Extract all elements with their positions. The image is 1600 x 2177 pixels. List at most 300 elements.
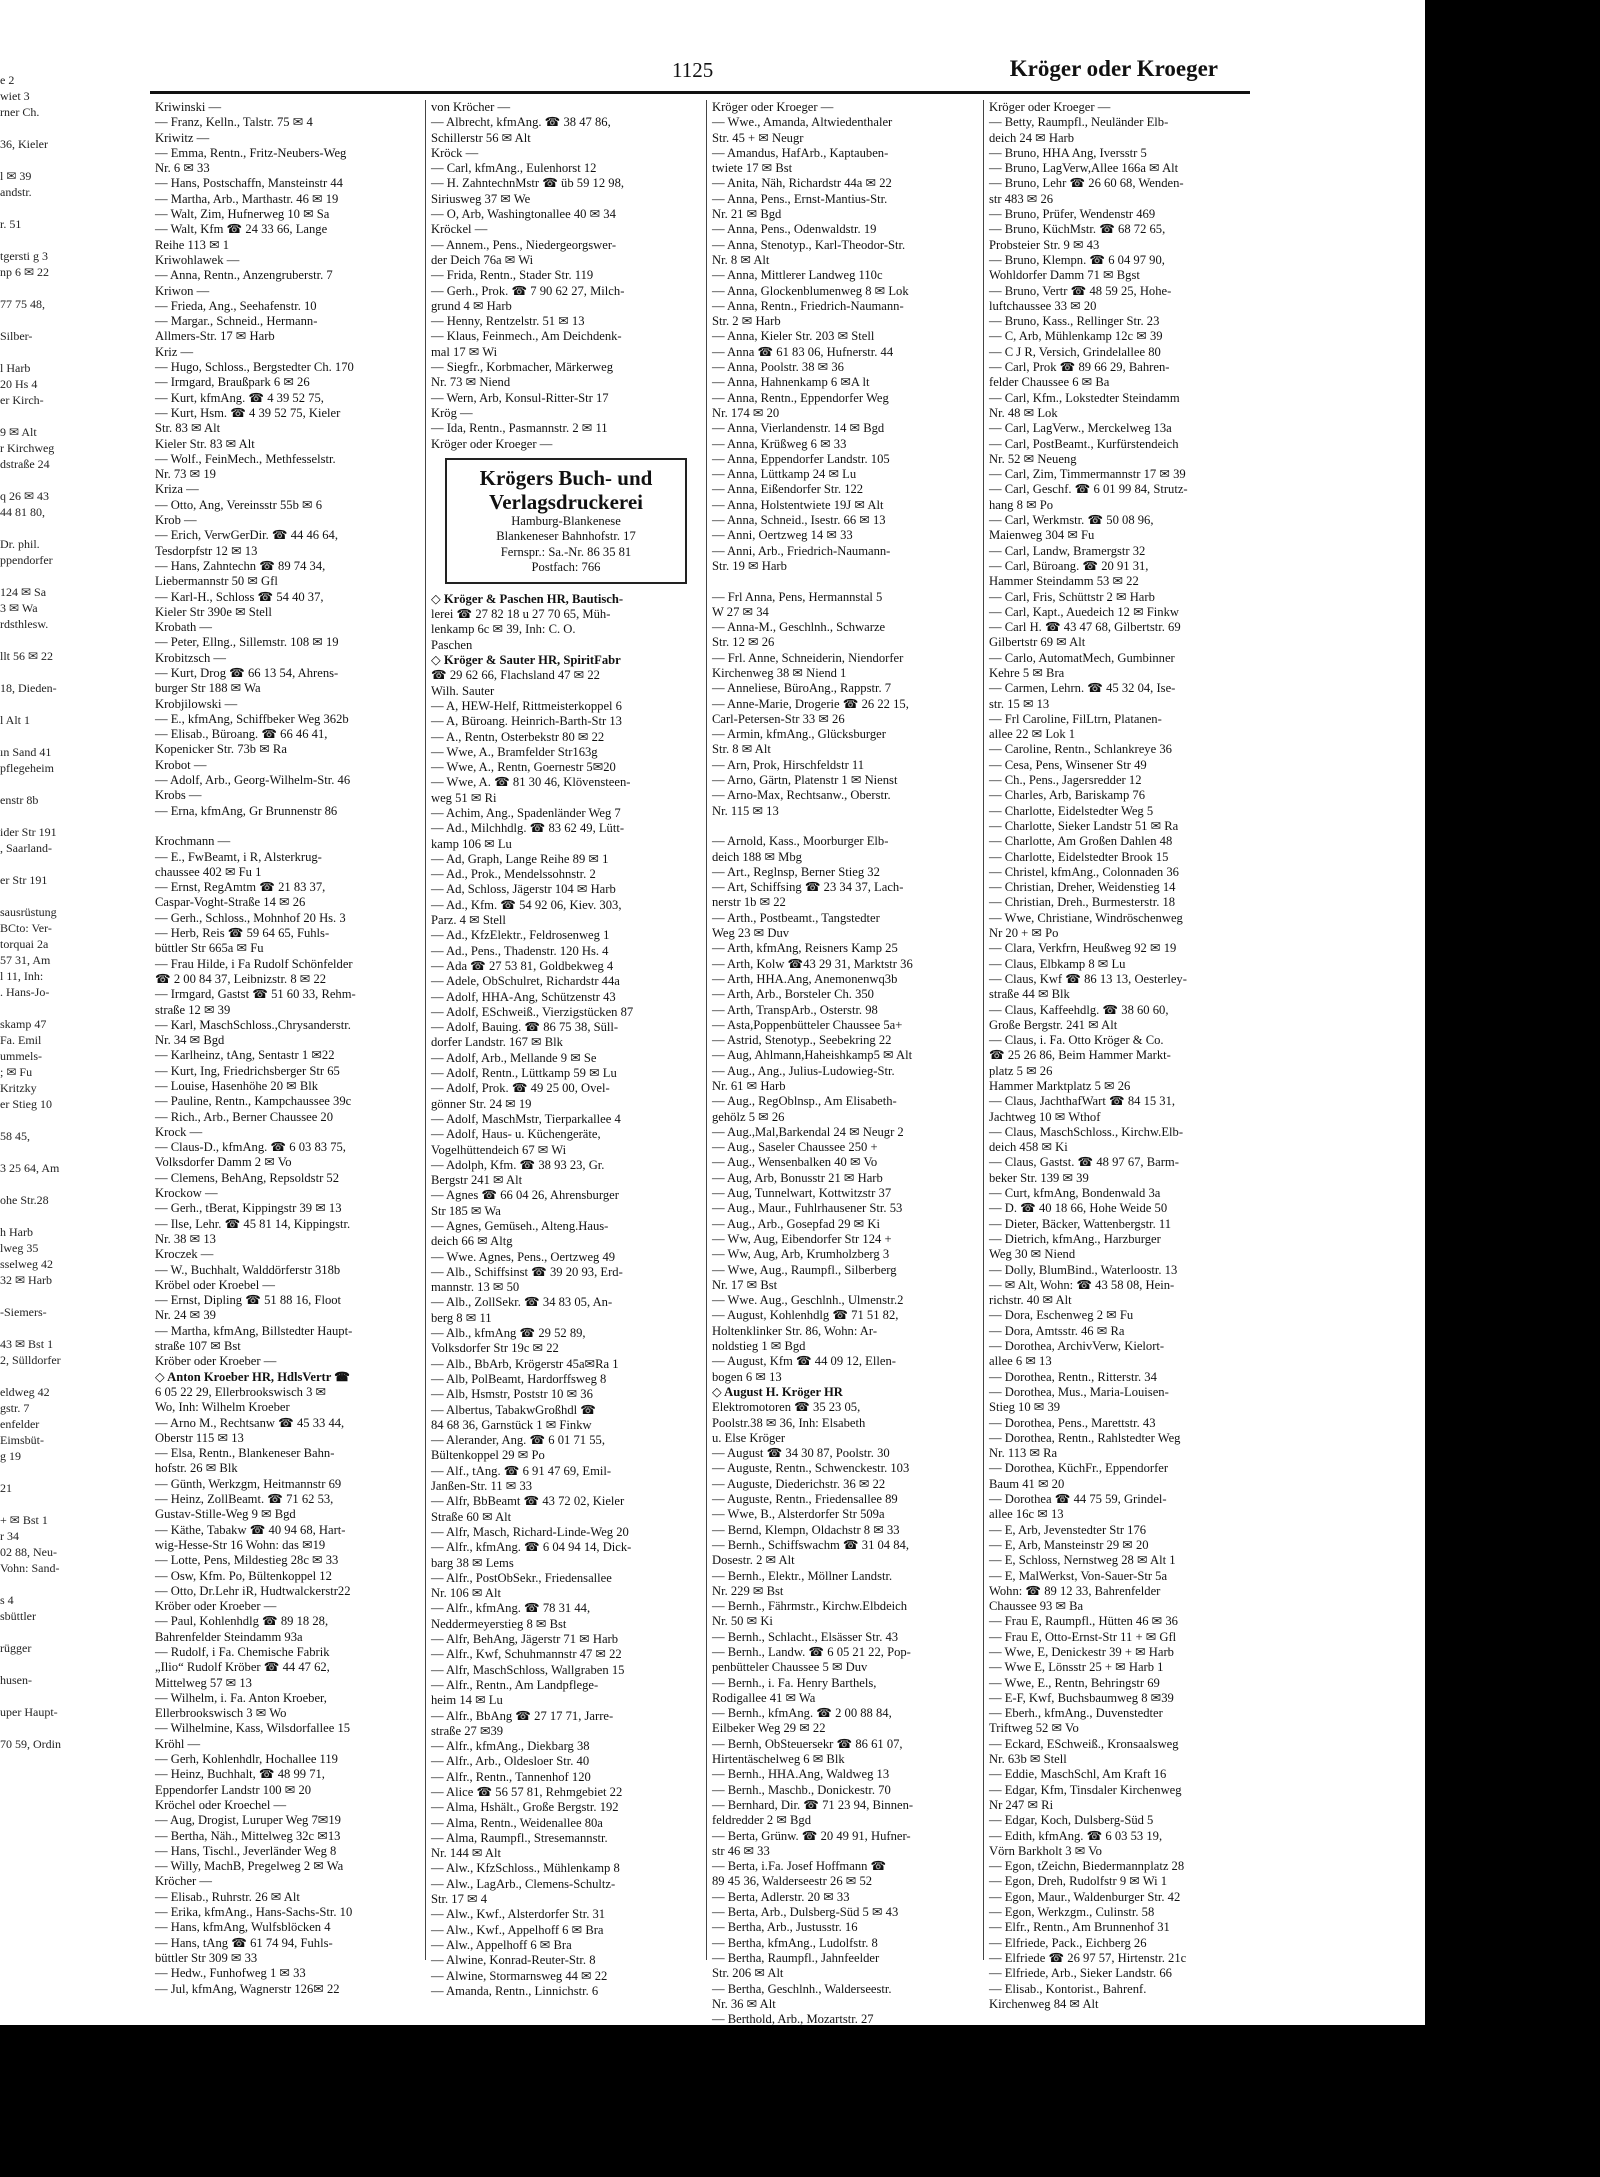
directory-entry-line: — Bernd, Klempn, Oldachstr 8 ✉ 33 — [712, 1522, 900, 1537]
directory-entry-line: Dosestr. 2 ✉ Alt — [712, 1553, 795, 1568]
directory-entry-line: -Siemers- — [0, 1305, 47, 1319]
directory-entry-line: — Elisab., Büroang. ☎ 66 46 41, — [155, 727, 328, 742]
directory-entry-line: Kirchenweg 38 ✉ Niend 1 — [712, 665, 847, 680]
directory-entry-line: — Dolly, BlumBind., Waterloostr. 13 — [989, 1262, 1178, 1277]
directory-entry-line: — Bernh., Elektr., Möllner Landstr. — [712, 1568, 893, 1583]
directory-entry-line — [0, 520, 58, 536]
directory-entry-line: — Aug., Saseler Chaussee 250 + — [712, 1140, 878, 1155]
directory-entry-line: — Albertus, TabakwGroßhdl ☎ — [431, 1402, 596, 1417]
directory-entry-line: Nr. 61 ✉ Harb — [712, 1079, 786, 1093]
directory-entry-line: — E., FwBeamt, i R, Alsterkrug- — [155, 849, 322, 864]
directory-entry-line: — Dora, Eschenweg 2 ✉ Fu — [989, 1308, 1134, 1323]
directory-entry-line: — Wilhelmine, Kass, Wilsdorfallee 15 — [155, 1721, 351, 1736]
directory-entry-line: — Achim, Ang., Spadenländer Weg 7 — [431, 805, 621, 820]
ad-title-line-1: Krögers Buch- und — [479, 465, 653, 490]
directory-entry-line: — Paul, Kohlenhdlg ☎ 89 18 28, — [155, 1614, 329, 1629]
directory-entry-line: ppendorfer — [0, 553, 53, 567]
directory-entry-line: — Anna, Rentn., Eppendorfer Weg — [712, 390, 889, 405]
directory-entry-line: — Clara, Verkfrn, Heußweg 92 ✉ 19 — [989, 941, 1177, 956]
directory-entry-line: — Claus, Elbkamp 8 ✉ Lu — [989, 956, 1126, 971]
directory-entry-line: — Arno, Gärtn, Platenstr 1 ✉ Nienst — [712, 773, 898, 788]
directory-entry-line: — Arth, Kolw ☎43 29 31, Marktstr 36 — [712, 956, 913, 971]
directory-entry-line: — August, Kohlenhdlg ☎ 71 51 82, — [712, 1308, 899, 1323]
directory-entry-line: — Osw, Kfm. Po, Bültenkoppel 12 — [155, 1568, 332, 1583]
directory-entry-line: Nr. 48 ✉ Lok — [989, 405, 1058, 420]
directory-entry-line: Krobs — — [155, 788, 202, 803]
directory-entry-line: — Anna, Pens., Odenwaldstr. 19 — [712, 222, 877, 237]
directory-entry-line: der Deich 76a ✉ Wi — [431, 252, 534, 267]
directory-entry-line: Allmers-Str. 17 ✉ Harb — [155, 329, 275, 344]
directory-entry-line: 58 45, — [0, 1129, 30, 1143]
directory-entry-line: — Ch., Pens., Jagersredder 12 — [989, 773, 1142, 788]
directory-entry-line: — Alma, Rentn., Weidenallee 80a — [431, 1815, 603, 1830]
directory-entry-line: — Claus, JachthafWart ☎ 84 15 31, — [989, 1094, 1176, 1109]
directory-entry-line: — Martha, kfmAng, Billstedter Haupt- — [155, 1323, 353, 1338]
directory-entry-line: Kopenicker Str. 73b ✉ Ra — [155, 742, 287, 757]
directory-entry-line: — Adolf, ESchweiß., Vierzigstücken 87 — [431, 1004, 634, 1019]
directory-entry-line: r Kirchweg — [0, 441, 55, 455]
directory-entry-line: — Frl Anna, Pens, Hermannstal 5 — [712, 589, 883, 604]
directory-entry-line: — Anna, Lüttkamp 24 ✉ Lu — [712, 467, 857, 482]
directory-entry-line — [0, 1320, 58, 1336]
directory-entry-line: — Bertha, Näh., Mittelweg 32c ✉13 — [155, 1828, 341, 1843]
directory-entry-line: Paschen — [431, 637, 473, 652]
directory-entry-line: W 27 ✉ 34 — [712, 604, 769, 619]
directory-entry-line: straße 12 ✉ 39 — [155, 1002, 231, 1017]
directory-entry-line: — Astrid, Stenotyp., Seebekring 22 — [712, 1033, 892, 1048]
directory-entry-line: ın Sand 41 — [0, 745, 52, 759]
directory-entry-line: 32 ✉ Harb — [0, 1273, 53, 1287]
directory-entry-line: Poolstr.38 ✉ 36, Inh: Elsabeth — [712, 1415, 866, 1430]
directory-entry-line — [155, 819, 425, 834]
directory-entry-line: — Annem., Pens., Niedergeorgswer- — [431, 237, 617, 252]
directory-entry-line: — Alw., KfzSchloss., Mühlenkamp 8 — [431, 1861, 620, 1876]
directory-entry-line: Krobath — — [155, 620, 213, 635]
directory-entry-line: — Curt, kfmAng, Bondenwald 3a — [989, 1186, 1161, 1201]
directory-entry-line: Große Bergstr. 241 ✉ Alt — [989, 1017, 1118, 1032]
directory-entry-line: — Käthe, Tabakw ☎ 40 94 68, Hart- — [155, 1522, 346, 1537]
directory-entry-line: Krob — — [155, 513, 197, 528]
directory-entry-line: — Anna, Mittlerer Landweg 110c — [712, 268, 883, 283]
directory-entry-line: — Carl, Büroang. ☎ 20 91 31, — [989, 558, 1149, 573]
directory-entry-line: — Margar., Schneid., Hermann- — [155, 314, 318, 329]
directory-entry-line — [0, 776, 58, 792]
directory-entry-line: — Wwe, Aug., Raumpfl., Silberberg — [712, 1262, 897, 1277]
directory-entry-line: rügger — [0, 1641, 32, 1655]
directory-entry-line: 36, Kieler — [0, 137, 48, 151]
directory-entry-line: Kriwinski — — [155, 100, 222, 114]
directory-entry-line: — Arnold, Kass., Moorburger Elb- — [712, 834, 889, 849]
directory-entry-line: Str. 8 ✉ Alt — [712, 742, 771, 757]
directory-entry-line: grund 4 ✉ Harb — [431, 298, 512, 313]
directory-entry-line — [0, 1208, 58, 1224]
directory-entry-line: — Claus, MaschSchloss., Kirchw.Elb- — [989, 1124, 1184, 1139]
directory-entry-line — [0, 632, 58, 648]
directory-entry-line: — E, Arb, Jevenstedter Str 176 — [989, 1522, 1147, 1537]
column-4 — [989, 100, 1259, 2011]
directory-entry-line: — A., Rentn, Osterbekstr 80 ✉ 22 — [431, 729, 605, 744]
directory-entry-line: — A, HEW-Helf, Rittmeisterkoppel 6 — [431, 698, 622, 713]
directory-entry-line: r 34 — [0, 1529, 19, 1543]
directory-entry-line: 124 ✉ Sa — [0, 585, 47, 599]
directory-entry-line: — Carl, Werkmstr. ☎ 50 08 96, — [989, 513, 1154, 528]
ad-line-4: Blankeneser Bahnhofstr. 17 — [496, 529, 636, 544]
directory-entry-line: — Elfriede ☎ 26 97 57, Hirtenstr. 21c — [989, 1950, 1187, 1965]
directory-entry-line: , Saarland- — [0, 841, 52, 855]
directory-entry-line: — Wwe, Christiane, Windröschenweg — [989, 910, 1183, 925]
directory-entry-line: — Art, Schiffsing ☎ 23 34 37, Lach- — [712, 880, 904, 895]
directory-entry-line: Hammer Marktplatz 5 ✉ 26 — [989, 1079, 1131, 1093]
directory-entry-line — [0, 1576, 58, 1592]
directory-entry-line: — Charlotte, Sieker Landstr 51 ✉ Ra — [989, 818, 1179, 833]
directory-entry-line: — Pauline, Rentn., Kampchaussee 39c — [155, 1094, 352, 1109]
directory-entry-line: 3 ✉ Wa — [0, 601, 38, 615]
directory-entry-line: — Henny, Rentzelstr. 51 ✉ 13 — [431, 314, 585, 329]
directory-entry-line: — Frieda, Ang., Seehafenstr. 10 — [155, 298, 317, 313]
directory-entry-line: burger Str 188 ✉ Wa — [155, 681, 261, 696]
directory-entry-line: Holtenklinker Str. 86, Wohn: Ar- — [712, 1323, 878, 1338]
directory-entry-line: Bahrenfelder Steindamm 93a — [155, 1629, 303, 1644]
directory-entry-line: — Kurt, Ing, Friedrichsberger Str 65 — [155, 1063, 340, 1078]
directory-entry-line: Nr. 8 ✉ Alt — [712, 252, 770, 267]
directory-entry-line: — C, Arb, Mühlenkamp 12c ✉ 39 — [989, 329, 1163, 344]
directory-entry-line — [0, 1144, 58, 1160]
directory-entry-line: Kröchel oder Kroechel — — [155, 1797, 287, 1812]
directory-entry-line — [0, 728, 58, 744]
directory-entry-line: er Str 191 — [0, 873, 48, 887]
directory-entry-line: — C J R, Versich, Grindelallee 80 — [989, 344, 1161, 359]
directory-entry-line: — Anna, Krüßweg 6 ✉ 33 — [712, 436, 847, 451]
directory-entry-line: uper Haupt- — [0, 1705, 58, 1719]
directory-entry-line: weg 51 ✉ Ri — [431, 790, 497, 805]
directory-entry-line: Str. 2 ✉ Harb — [712, 314, 781, 329]
directory-entry-line: enstr 8b — [0, 793, 39, 807]
directory-entry-line: — Bruno, HHA Ang, Iversstr 5 — [989, 145, 1147, 160]
directory-entry-line: — Anna, Kieler Str. 203 ✉ Stell — [712, 329, 875, 344]
directory-entry-line: — Dora, Amtsstr. 46 ✉ Ra — [989, 1323, 1125, 1338]
directory-entry-line: — E-F, Kwf, Buchsbaumweg 8 ✉39 — [989, 1690, 1174, 1705]
directory-entry-line: — Carl, Landw, Bramergstr 32 — [989, 543, 1146, 558]
directory-entry-line: Kriz — — [155, 344, 194, 359]
directory-entry-line: — Irmgard, Braußpark 6 ✉ 26 — [155, 375, 310, 390]
directory-entry-line: Kröbel oder Kroebel — — [155, 1277, 275, 1292]
directory-entry-line: Kröber oder Kroeber — — [155, 1599, 277, 1614]
directory-entry-line: kamp 106 ✉ Lu — [431, 836, 512, 851]
directory-entry-line: — Dorothea, KüchFr., Eppendorfer — [989, 1461, 1169, 1476]
directory-entry-line: sselweg 42 — [0, 1257, 53, 1271]
directory-entry-line: — Carl H. ☎ 43 47 68, Gilbertstr. 69 — [989, 620, 1181, 635]
directory-entry-line: l ✉ 39 — [0, 169, 32, 183]
directory-entry-line: — Ad., Kfm. ☎ 54 92 06, Kiev. 303, — [431, 897, 622, 912]
directory-entry-line — [0, 344, 58, 360]
directory-entry-line: Vohn: Sand- — [0, 1561, 60, 1575]
directory-entry-line: dstraße 24 — [0, 457, 50, 471]
directory-entry-line: — Berta, Grünw. ☎ 20 49 91, Hufner- — [712, 1828, 911, 1843]
directory-entry-line — [0, 1000, 58, 1016]
directory-entry-line: — Anna, Rentn., Friedrich-Naumann- — [712, 298, 904, 313]
directory-entry-line: Kriwon — — [155, 283, 210, 298]
directory-entry-line: — Martha, Arb., Marthastr. 46 ✉ 19 — [155, 191, 339, 206]
directory-entry-line — [0, 280, 58, 296]
directory-entry-line: — Wwe E, Lönsstr 25 + ✉ Harb 1 — [989, 1660, 1164, 1675]
directory-entry-line: — Armin, kfmAng., Glücksburger — [712, 727, 886, 742]
directory-entry-line: Weg 23 ✉ Duv — [712, 926, 790, 941]
directory-entry-line: — Frau Hilde, i Fa Rudolf Schönfelder — [155, 956, 353, 971]
directory-entry-line: — Aug.,Mal,Barkendal 24 ✉ Neugr 2 — [712, 1124, 904, 1139]
directory-entry-line: — Claus, Kwf ☎ 86 13 13, Oesterley- — [989, 971, 1187, 986]
directory-entry-line: — Alfr, BbBeamt ☎ 43 72 02, Kieler — [431, 1494, 625, 1509]
directory-entry-line: mal 17 ✉ Wi — [431, 344, 498, 359]
directory-entry-line: — Carl, LagVerw., Merckelweg 13a — [989, 421, 1172, 436]
directory-entry-line: Str. 12 ✉ 26 — [712, 635, 775, 650]
directory-entry-line: — Charlotte, Am Großen Dahlen 48 — [989, 834, 1173, 849]
directory-entry-line: — Frau E, Raumpfl., Hütten 46 ✉ 36 — [989, 1614, 1178, 1629]
directory-entry-line — [0, 1112, 58, 1128]
directory-entry-line: — Frida, Rentn., Stader Str. 119 — [431, 268, 594, 283]
directory-entry-line: — Christian, Dreher, Weidenstieg 14 — [989, 880, 1176, 895]
directory-entry-line: Maienweg 304 ✉ Fu — [989, 528, 1095, 543]
directory-entry-line: Nr. 34 ✉ Bgd — [155, 1033, 225, 1048]
directory-entry-line: — Berta, Arb., Dulsberg-Süd 5 ✉ 43 — [712, 1905, 899, 1920]
directory-entry-line: — Ww, Aug, Arb, Krumholzberg 3 — [712, 1247, 890, 1262]
adjacent-page-strip — [0, 72, 61, 1912]
directory-entry-line: — Gerh., tBerat, Kippingstr 39 ✉ 13 — [155, 1201, 342, 1216]
directory-entry-line: str 46 ✉ 33 — [712, 1843, 770, 1858]
directory-entry-line: — Hans, tAng ☎ 61 74 94, Fuhls- — [155, 1935, 333, 1950]
directory-entry-line: — Arth, Arb., Borsteler Ch. 350 — [712, 987, 874, 1002]
directory-entry-line: Schillerstr 56 ✉ Alt — [431, 130, 531, 145]
directory-entry-line: er Kirch- — [0, 393, 44, 407]
directory-entry-line: Nr. 106 ✉ Alt — [431, 1586, 502, 1601]
directory-entry-line: — Alwine, Stormarnsweg 44 ✉ 22 — [431, 1968, 608, 1983]
directory-entry-line: — Alma, Raumpfl., Stresemannstr. — [431, 1830, 608, 1845]
directory-entry-line: — Bernh, ObSteuersekr ☎ 86 61 07, — [712, 1736, 903, 1751]
directory-entry-line: — Ada ☎ 27 53 81, Goldbekweg 4 — [431, 958, 614, 973]
directory-entry-line — [0, 120, 58, 136]
directory-entry-line: bogen 6 ✉ 13 — [712, 1369, 782, 1384]
directory-entry-line: — Anni, Arb., Friedrich-Naumann- — [712, 543, 891, 558]
directory-entry-line — [0, 312, 58, 328]
directory-entry-line — [0, 1288, 58, 1304]
directory-entry-line: — Egon, Dreh, Rudolfstr 9 ✉ Wi 1 — [989, 1874, 1168, 1889]
directory-entry-line: — Anna, Eißendorfer Str. 122 — [712, 482, 864, 497]
directory-entry-line: — Alfr, MaschSchloss, Wallgraben 15 — [431, 1662, 625, 1677]
directory-entry-line: Bültenkoppel 29 ✉ Po — [431, 1448, 545, 1463]
directory-entry-line — [0, 408, 58, 424]
column-divider — [425, 100, 426, 1960]
directory-entry-line: — Alb., BbArb, Krögerstr 45a✉Ra 1 — [431, 1356, 619, 1371]
directory-entry-line: 43 ✉ Bst 1 — [0, 1337, 54, 1351]
directory-entry-line: Nr. 6 ✉ 33 — [155, 161, 210, 176]
directory-entry-line: lenkamp 6c ✉ 39, Inh: C. O. — [431, 622, 576, 637]
directory-entry-line: — Arno M., Rechtsanw ☎ 45 33 44, — [155, 1415, 345, 1430]
directory-entry-line: Kriwohlawek — — [155, 252, 240, 267]
directory-entry-line — [0, 232, 58, 248]
directory-entry-line — [0, 808, 58, 824]
directory-entry-line: — Amandus, HafArb., Kaptauben- — [712, 145, 889, 160]
directory-entry-line: — Hugo, Schloss., Bergstedter Ch. 170 — [155, 360, 354, 375]
directory-entry-line: — Anneliese, BüroAng., Rappstr. 7 — [712, 681, 892, 696]
column-2-bottom — [431, 592, 701, 1999]
directory-entry-line: u. Else Kröger — [712, 1430, 786, 1445]
column-divider — [983, 100, 984, 1960]
directory-entry-line: — Franz, Kelln., Talstr. 75 ✉ 4 — [155, 115, 313, 130]
directory-entry-line: np 6 ✉ 22 — [0, 265, 50, 279]
directory-entry-line: — D. ☎ 40 18 66, Hohe Weide 50 — [989, 1201, 1168, 1216]
directory-entry-line: dorfer Landstr. 167 ✉ Blk — [431, 1035, 563, 1050]
directory-entry-line: Fa. Emil — [0, 1033, 42, 1047]
directory-entry-line: — Adolf, Arb., Georg-Wilhelm-Str. 46 — [155, 773, 351, 788]
directory-entry-line: Kröger oder Kroeger — — [431, 436, 553, 451]
directory-entry-line: — Wwe, E, Denickestr 39 + ✉ Harb — [989, 1644, 1174, 1659]
directory-entry-line: Vogelhüttendeich 67 ✉ Wi — [431, 1142, 567, 1157]
directory-entry-line: — Anna, Stenotyp., Karl-Theodor-Str. — [712, 237, 906, 252]
directory-entry-line: 9 ✉ Alt — [0, 425, 37, 439]
directory-entry-line: — Willy, MachB, Pregelweg 2 ✉ Wa — [155, 1859, 344, 1874]
directory-entry-line: s 4 — [0, 1593, 14, 1607]
directory-entry-line: — Frl. Anne, Schneiderin, Niendorfer — [712, 650, 904, 665]
directory-entry-line: — Herb, Reis ☎ 59 64 65, Fuhls- — [155, 926, 330, 941]
directory-entry-line: — Carl, PostBeamt., Kurfürstendeich — [989, 436, 1179, 451]
directory-entry-line: Nr. 115 ✉ 13 — [712, 803, 779, 818]
directory-entry-line: feldredder 2 ✉ Bgd — [712, 1813, 812, 1828]
directory-entry-line: llt 56 ✉ 22 — [0, 649, 54, 663]
directory-entry-line: Nr. 144 ✉ Alt — [431, 1846, 502, 1861]
directory-entry-line: tgersti g 3 — [0, 249, 48, 263]
directory-entry-line: Volksdorfer Damm 2 ✉ Vo — [155, 1155, 292, 1170]
directory-entry-line: — Ww, Aug, Eibendorfer Str 124 + — [712, 1231, 892, 1246]
directory-entry-line: — Aug, Drogist, Luruper Weg 7✉19 — [155, 1813, 341, 1828]
directory-entry-line: Kieler Str 390e ✉ Stell — [155, 604, 272, 619]
directory-entry-line: — Bernh., Schlacht., Elsässer Str. 43 — [712, 1629, 899, 1644]
directory-entry-line: Nr. 63b ✉ Stell — [989, 1752, 1067, 1767]
directory-entry-line: Bergstr 241 ✉ Alt — [431, 1173, 523, 1188]
directory-entry-line: — Anna, Eppendorfer Landstr. 105 — [712, 451, 890, 466]
directory-entry-line: Krög — — [431, 405, 473, 420]
directory-entry-line: — Wwe, A. ☎ 81 30 46, Klövensteen- — [431, 775, 631, 790]
directory-entry-line: — E, Schloss, Nernstweg 28 ✉ Alt 1 — [989, 1553, 1176, 1568]
column-2-top — [431, 100, 701, 452]
directory-entry-line: — Alfr., Kwf, Schuhmannstr 47 ✉ 22 — [431, 1647, 622, 1662]
directory-entry-line: 44 81 80, — [0, 505, 45, 519]
directory-entry-line: — Alb., Schiffsinst ☎ 39 20 93, Erd- — [431, 1264, 623, 1279]
directory-entry-line: — Erika, kfmAng., Hans-Sachs-Str. 10 — [155, 1905, 353, 1920]
directory-entry-line: — Bernh., Schiffswachm ☎ 31 04 84, — [712, 1537, 909, 1552]
directory-entry-line: 2, Sülldorfer — [0, 1353, 61, 1367]
directory-entry-line: — Alice ☎ 56 57 81, Rehmgebiet 22 — [431, 1784, 623, 1799]
directory-entry-line: str 483 ✉ 26 — [989, 191, 1054, 206]
directory-entry-line: — Kurt, Drog ☎ 66 13 54, Ahrens- — [155, 665, 339, 680]
directory-entry-line: Mittelweg 57 ✉ 13 — [155, 1675, 252, 1690]
directory-entry-line: — Kurt, Hsm. ☎ 4 39 52 75, Kieler — [155, 405, 341, 420]
directory-entry-line — [0, 1656, 58, 1672]
directory-entry-line: — Wwe., Amanda, Altwiedenthaler — [712, 115, 893, 130]
directory-entry-line: — Agnes ☎ 66 04 26, Ahrensburger — [431, 1188, 619, 1203]
directory-entry-line: — Lotte, Pens, Mildestieg 28c ✉ 33 — [155, 1553, 339, 1568]
directory-entry-line: — Wwe, B., Alsterdorfer Str 509a — [712, 1507, 885, 1522]
directory-entry-line: 70 59, Ordin — [0, 1737, 61, 1751]
directory-entry-line: mannstr. 13 ✉ 50 — [431, 1280, 520, 1295]
directory-entry-line: — Adolf, Haus- u. Küchengeräte, — [431, 1127, 601, 1142]
directory-entry-line: — Egon, Maur., Waldenburger Str. 42 — [989, 1889, 1181, 1904]
directory-entry-line: — August, Kfm ☎ 44 09 12, Ellen- — [712, 1354, 896, 1369]
directory-entry-line: — A, Büroang. Heinrich-Barth-Str 13 — [431, 714, 622, 729]
directory-entry-line: — Hans, Tischl., Jeverländer Weg 8 — [155, 1843, 337, 1858]
directory-entry-line: allee 6 ✉ 13 — [989, 1354, 1052, 1369]
directory-entry-line: — Aug., Maur., Fuhlrhausener Str. 53 — [712, 1201, 903, 1216]
directory-entry-line: Ellerbrookswisch 3 ✉ Wo — [155, 1706, 287, 1721]
directory-entry-line: — H. ZahntechnMstr ☎ üb 59 12 98, — [431, 176, 625, 191]
directory-entry-line — [0, 856, 58, 872]
directory-entry-line: — Caroline, Rentn., Schlankreye 36 — [989, 742, 1172, 757]
directory-entry-line: — Günth, Werkzgm, Heitmannstr 69 — [155, 1476, 342, 1491]
directory-entry-line: Nr. 17 ✉ Bst — [712, 1277, 778, 1292]
directory-entry-line: — Alb., kfmAng ☎ 29 52 89, — [431, 1326, 586, 1341]
directory-entry-line — [0, 1688, 58, 1704]
directory-entry-line: Kritzky — [0, 1081, 37, 1095]
directory-entry-line: — Aug, Arb, Bonusstr 21 ✉ Harb — [712, 1170, 883, 1185]
directory-entry-line: gstr. 7 — [0, 1401, 30, 1415]
directory-entry-line: — Anna, Glockenblumenweg 8 ✉ Lok — [712, 283, 909, 298]
directory-entry-line: „Ilio“ Rudolf Kröber ☎ 44 47 62, — [155, 1660, 330, 1675]
directory-entry-line: Triftweg 52 ✉ Vo — [989, 1721, 1079, 1736]
directory-entry-line: noldstieg 1 ✉ Bgd — [712, 1339, 806, 1354]
directory-entry-line: Krochmann — — [155, 834, 231, 849]
directory-entry-line: Eppendorfer Landstr 100 ✉ 20 — [155, 1782, 312, 1797]
directory-entry-line: ◇ Kröger & Sauter HR, SpiritFabr — [431, 653, 621, 668]
directory-entry-line: — ✉ Alt, Wohn: ☎ 43 58 08, Hein- — [989, 1277, 1175, 1292]
advertisement-box — [445, 458, 687, 584]
directory-entry-line: Krockow — — [155, 1186, 218, 1201]
directory-entry-line: — Elfr., Rentn., Am Brunnenhof 31 — [989, 1920, 1170, 1935]
directory-entry-line — [712, 819, 982, 834]
directory-entry-line: gönner Str. 24 ✉ 19 — [431, 1096, 532, 1111]
directory-entry-line: — Anna, Schneid., Isestr. 66 ✉ 13 — [712, 513, 886, 528]
directory-entry-line: büttler Str 309 ✉ 33 — [155, 1950, 258, 1965]
directory-entry-line: — Dorothea, Mus., Maria-Louisen- — [989, 1384, 1169, 1399]
directory-entry-line: — Carl, Kfm., Lokstedter Steindamm — [989, 390, 1180, 405]
directory-entry-line: — Carl, Fris, Schüttstr 2 ✉ Harb — [989, 589, 1155, 604]
directory-entry-line: ider Str 191 — [0, 825, 57, 839]
directory-entry-line: Str. 45 + ✉ Neugr — [712, 130, 804, 145]
directory-entry-line: — Alwine, Konrad-Reuter-Str. 8 — [431, 1953, 596, 1968]
directory-entry-line: — Adolf, MaschMstr, Tierparkallee 4 — [431, 1111, 621, 1126]
directory-entry-line: — Adolf, Bauing. ☎ 86 75 38, Süll- — [431, 1020, 619, 1035]
directory-entry-line: — Ad., KfzElektr., Feldrosenweg 1 — [431, 928, 610, 943]
directory-entry-line: — Bernh., kfmAng. ☎ 2 00 88 84, — [712, 1706, 892, 1721]
ad-title-line-2: Verlagsdruckerei — [489, 489, 643, 514]
directory-entry-line: — Agnes, Gemüseh., Alteng.Haus- — [431, 1219, 609, 1233]
directory-entry-line: Caspar-Voght-Straße 14 ✉ 26 — [155, 895, 306, 910]
directory-entry-line: — Betty, Raumpfl., Neuländer Elb- — [989, 115, 1169, 130]
directory-entry-line: — Auguste, Rentn., Schwenckestr. 103 — [712, 1461, 910, 1476]
directory-entry-line: Silber- — [0, 329, 33, 343]
directory-entry-line: — Alb, PolBeamt, Hardorffsweg 8 — [431, 1371, 607, 1386]
directory-entry-line: deich 24 ✉ Harb — [989, 130, 1075, 145]
directory-entry-line: — O, Arb, Washingtonallee 40 ✉ 34 — [431, 207, 616, 222]
directory-entry-line: — Alb, Hsmstr, Poststr 10 ✉ 36 — [431, 1387, 593, 1402]
directory-entry-line: — Carl, Geschf. ☎ 6 01 99 84, Strutz- — [989, 482, 1188, 497]
directory-entry-line — [0, 1720, 58, 1736]
directory-entry-line: — Charlotte, Eidelstedter Weg 5 — [989, 803, 1154, 818]
directory-entry-line: Str 185 ✉ Wa — [431, 1203, 501, 1218]
directory-entry-line: — Heinz, ZollBeamt. ☎ 71 62 53, — [155, 1492, 334, 1507]
directory-entry-line: — Edith, kfmAng. ☎ 6 03 53 19, — [989, 1828, 1163, 1843]
directory-entry-line: Carl-Petersen-Str 33 ✉ 26 — [712, 711, 845, 726]
directory-entry-line: Nr. 73 ✉ Niend — [431, 375, 511, 390]
directory-entry-line: — Alfr., Arb., Oldesloer Str. 40 — [431, 1754, 590, 1769]
directory-entry-line: l Alt 1 — [0, 713, 31, 727]
